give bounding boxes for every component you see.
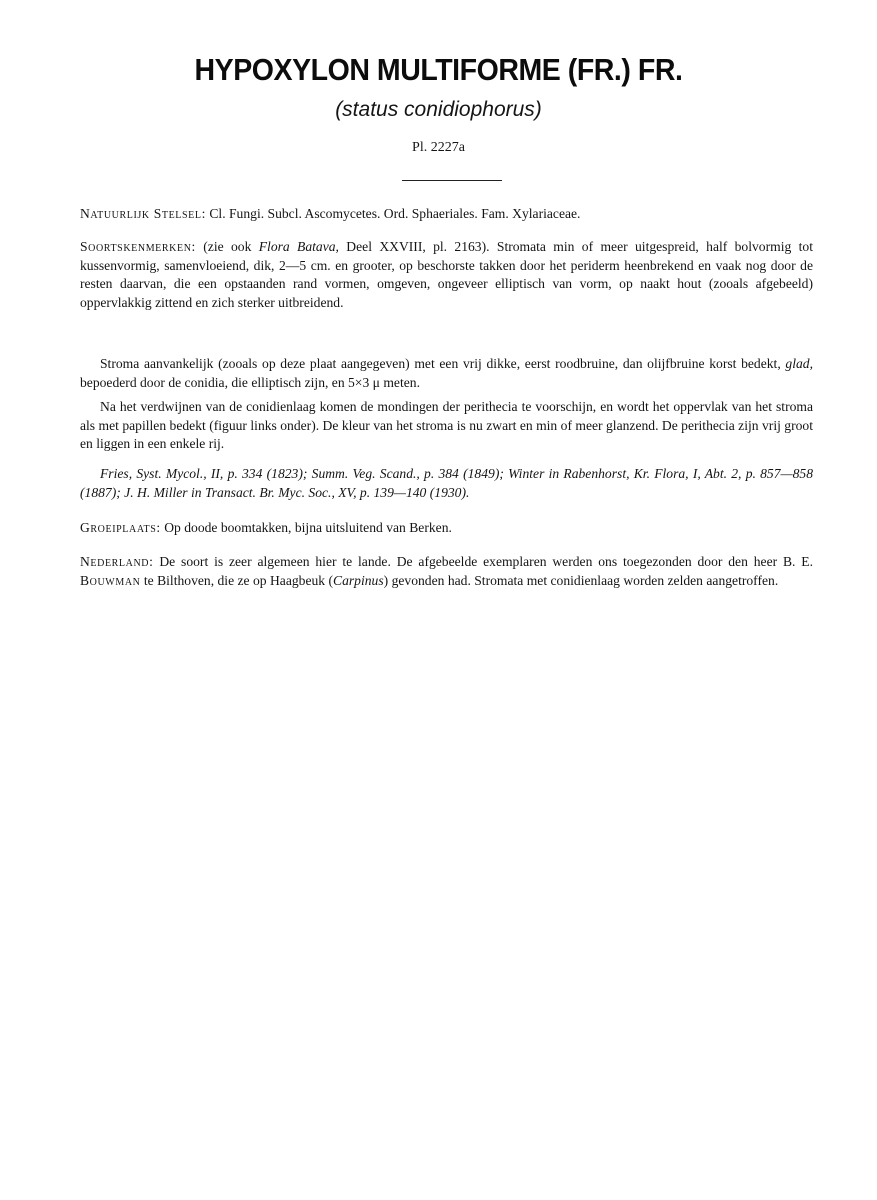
section-text: te Bilthoven, die ze op Haagbeuk ( (140, 572, 334, 588)
verdwijnen-paragraph: Na het verdwijnen van de conidienlaag komen de mondingen der perithecia te voorschijn, en wordt het oppervlak van het stroma als met papillen bedekt (figuur links onder). De kleur van het stroma is nu zwart en min of meer glanzend. De perithecia zijn vrij groot en liggen in een enkele rij. (80, 399, 813, 451)
section-text: Op doode boomtakken, bijna uitsluitend van Berken. (160, 520, 452, 535)
title-divider (402, 180, 502, 181)
section-label: Nederland: (80, 554, 154, 569)
flora-batava-reference: Flora Batava, (258, 239, 339, 254)
nederland-paragraph (80, 553, 813, 590)
literature-references: Fries, Syst. Mycol., II, p. 334 (1823); Summ. Veg. Scand., p. 384 (1849); Winter in Rabenhorst, Kr. Flora, I, Abt. 2, p. 857—858 (1887); J. H. Miller in Transact. Br. Myc. Soc., XV, p. 139—140 (1930). (80, 466, 813, 500)
groeiplaats-paragraph (80, 519, 813, 538)
section-label: Natuurlijk Stelsel: (80, 206, 206, 221)
page-subtitle: (status conidiophorus) (335, 98, 542, 121)
genus-name: Carpinus (333, 572, 384, 588)
emphasis-text: glad, (785, 356, 813, 371)
section-text: Stroma aanvankelijk (zooals op deze plaat aangegeven) met een vrij dikke, eerst roodbruine, dan olijfbruine korst bedekt, (100, 356, 786, 371)
soortskenmerken-paragraph (80, 238, 813, 312)
section-text: Cl. Fungi. Subcl. Ascomycetes. Ord. Sphaeriales. Fam. Xylariaceae. (205, 206, 581, 221)
section-text: (zie ook (195, 239, 259, 254)
page-title: HYPOXYLON MULTIFORME (FR.) FR. (194, 52, 683, 87)
natuurlijk-stelsel-paragraph (80, 205, 813, 224)
section-label: Soortskenmerken: (80, 239, 196, 254)
section-label: Groeiplaats: (80, 520, 161, 535)
section-text: De soort is zeer algemeen hier te lande. De afgebeelde exemplaren werden ons toegezonden door den heer B. E. (153, 554, 813, 569)
section-text: bepoederd door de conidia, die elliptisch zijn, en 5×3 μ meten. (80, 374, 420, 390)
stroma-paragraph (80, 355, 813, 392)
literature-paragraph (80, 465, 813, 502)
collector-name: Bouwman (80, 572, 141, 588)
plate-number: Pl. 2227a (412, 140, 465, 155)
section-text: ) gevonden had. Stromata met conidienlaag worden zelden aangetroffen. (383, 572, 779, 588)
section-text: Deel XXVIII, pl. 2163). Stromata min of meer uitgespreid, half bolvormig tot kussenvormig, samenvloeiend, dik, 2—5 cm. en grooter, op beschorste takken door het periderm heenbrekend en vaak nog door de resten daarvan, die een opstaanden rand vormen, omgeven, ongeveer elliptisch van vorm, op naakt hout (zooals afgebeeld) oppervlakkig zittend en zich sterker uitbreidend. (80, 239, 813, 310)
